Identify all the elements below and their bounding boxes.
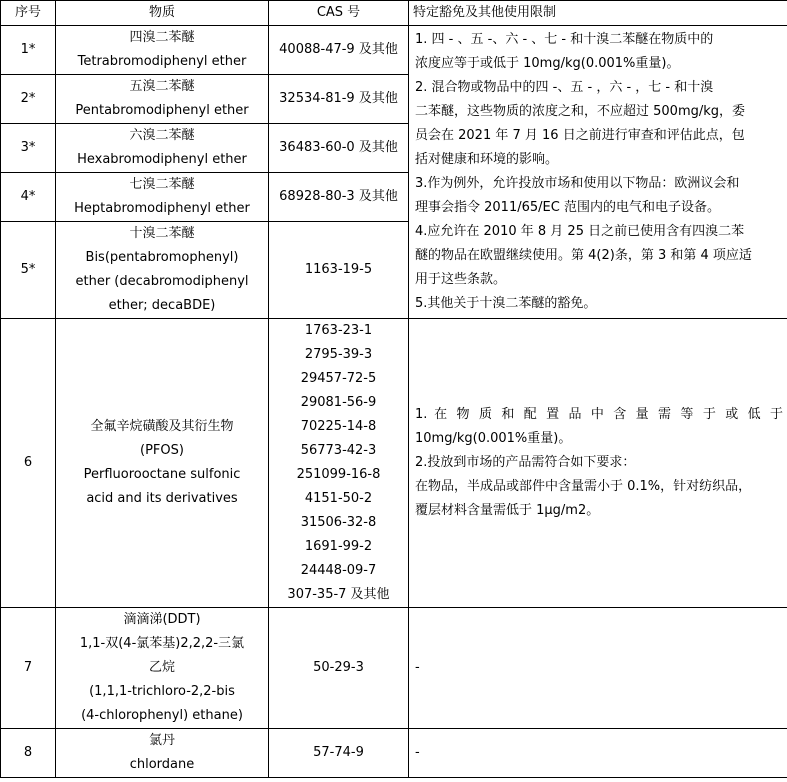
substance-cell bbox=[56, 173, 269, 222]
restrictions-cell bbox=[409, 319, 787, 608]
restriction-line: 2.投放到市场的产品需符合如下要求： bbox=[415, 455, 636, 470]
substance-name-cn: 十溴二苯醚 bbox=[129, 226, 195, 241]
restriction-line: 10mg/kg(0.001%重量)。 bbox=[415, 431, 572, 446]
substance-name-en: Tetrabromodiphenyl ether bbox=[77, 54, 247, 69]
row-no: 4* bbox=[1, 173, 56, 222]
cas-list bbox=[269, 319, 409, 608]
row-no: 7 bbox=[1, 608, 56, 729]
substance-name-en: (1,1,1-trichloro-2,2-bis bbox=[89, 684, 235, 699]
cas-number: 29457-72-5 bbox=[300, 371, 377, 386]
header-cas: CAS 号 bbox=[269, 1, 409, 26]
cas-number: 2795-39-3 bbox=[304, 347, 373, 362]
cas-number: 50-29-3 bbox=[269, 608, 409, 729]
cas-number: 36483-60-0 及其他 bbox=[269, 124, 409, 173]
restriction-line: 覆层材料含量需低于 1μg/m2。 bbox=[415, 503, 600, 518]
restriction-line: 员会在 2021 年 7 月 16 日之前进行审查和评估此点，包 bbox=[415, 128, 745, 143]
restrictions-cell: - bbox=[409, 608, 787, 729]
substance-name-abbr: (PFOS) bbox=[140, 443, 184, 458]
substance-name-cn: 滴滴涕(DDT) bbox=[123, 612, 201, 627]
substance-name-en: ether; decaBDE) bbox=[108, 298, 216, 313]
restrictions-cell bbox=[409, 26, 787, 319]
table-row bbox=[1, 319, 787, 608]
restriction-line: 浓度应等于或低于 10mg/kg(0.001%重量)。 bbox=[415, 56, 680, 71]
substance-name-en: acid and its derivatives bbox=[86, 491, 238, 506]
restriction-line: 3.作为例外，允许投放市场和使用以下物品：欧洲议会和 bbox=[415, 176, 740, 191]
cas-number: 70225-14-8 bbox=[300, 419, 377, 434]
substance-name-en: Bis(pentabromophenyl) bbox=[85, 250, 239, 265]
substance-name-cn: 七溴二苯醚 bbox=[129, 177, 195, 192]
cas-number: 307-35-7 及其他 bbox=[287, 587, 390, 602]
substance-name-cn: 1,1-双(4-氯苯基)2,2,2-三氯 bbox=[79, 636, 245, 651]
substance-cell bbox=[56, 319, 269, 608]
cas-number: 29081-56-9 bbox=[300, 395, 377, 410]
substance-cell bbox=[56, 75, 269, 124]
cas-number: 1691-99-2 bbox=[304, 539, 373, 554]
cas-number: 56773-42-3 bbox=[300, 443, 377, 458]
restriction-line: 5.其他关于十溴二苯醚的豁免。 bbox=[415, 296, 597, 311]
substance-name-en: ether (decabromodiphenyl bbox=[75, 274, 249, 289]
substance-name-cn: 六溴二苯醚 bbox=[129, 128, 195, 143]
cas-number: 24448-09-7 bbox=[300, 563, 377, 578]
row-no: 2* bbox=[1, 75, 56, 124]
row-no: 8 bbox=[1, 729, 56, 778]
restriction-line: 4.应允许在 2010 年 8 月 25 日之前已使用含有四溴二苯 bbox=[415, 224, 745, 239]
restriction-line: 用于这些条款。 bbox=[415, 272, 507, 287]
table-row bbox=[1, 26, 787, 75]
substance-cell bbox=[56, 26, 269, 75]
restrictions-cell: - bbox=[409, 729, 787, 778]
restriction-line: 二苯醚，这些物质的浓度之和，不应超过 500mg/kg，委 bbox=[415, 104, 746, 119]
substance-name-en: Heptabromodiphenyl ether bbox=[74, 201, 250, 216]
substance-name-en: Pentabromodiphenyl ether bbox=[75, 103, 249, 118]
row-no: 5* bbox=[1, 222, 56, 319]
row-no: 3* bbox=[1, 124, 56, 173]
substance-cell bbox=[56, 222, 269, 319]
table-row bbox=[1, 608, 787, 729]
substance-cell bbox=[56, 608, 269, 729]
restriction-line: 在物品，半成品或部件中含量需小于 0.1%，针对纺织品， bbox=[415, 479, 752, 494]
header-row bbox=[1, 1, 787, 26]
header-restrictions: 特定豁免及其他使用限制 bbox=[409, 1, 787, 26]
restriction-line: 理事会指令 2011/65/EC 范围内的电气和电子设备。 bbox=[415, 200, 720, 215]
cas-number: 32534-81-9 及其他 bbox=[269, 75, 409, 124]
header-substance: 物质 bbox=[56, 1, 269, 26]
table-row bbox=[1, 729, 787, 778]
substance-name-cn: 全氟辛烷磺酸及其衍生物 bbox=[90, 419, 234, 434]
substance-name-en: Hexabromodiphenyl ether bbox=[77, 152, 247, 167]
substance-name-en: Perfluorooctane sulfonic bbox=[83, 467, 241, 482]
cas-number: 1763-23-1 bbox=[304, 323, 373, 338]
substance-name-cn: 四溴二苯醚 bbox=[129, 30, 195, 45]
row-no: 1* bbox=[1, 26, 56, 75]
cas-number: 1163-19-5 bbox=[269, 222, 409, 319]
header-no: 序号 bbox=[1, 1, 56, 26]
restriction-line: 1. 四 - 、五 -、六 - 、七 - 和十溴二苯醚在物质中的 bbox=[415, 32, 714, 47]
substance-name-en: (4-chlorophenyl) ethane) bbox=[81, 708, 243, 723]
substance-cell bbox=[56, 124, 269, 173]
substance-name-cn: 氯丹 bbox=[148, 733, 175, 748]
substance-name-en: chlordane bbox=[129, 757, 195, 772]
cas-number: 57-74-9 bbox=[269, 729, 409, 778]
restriction-line: 1. 在 物 质 和 配 置 品 中 含 量 需 等 于 或 低 于 bbox=[415, 407, 783, 422]
substance-name-cn: 乙烷 bbox=[148, 660, 175, 675]
restriction-line: 2. 混合物或物品中的四 -、五 - ，六 - ，七 - 和十溴 bbox=[415, 80, 714, 95]
cas-number: 31506-32-8 bbox=[300, 515, 377, 530]
restriction-line: 醚的物品在欧盟继续使用。第 4(2)条，第 3 和第 4 项应适 bbox=[415, 248, 752, 263]
row-no: 6 bbox=[1, 319, 56, 608]
cas-number: 4151-50-2 bbox=[304, 491, 373, 506]
substance-name-cn: 五溴二苯醚 bbox=[129, 79, 195, 94]
cas-number: 251099-16-8 bbox=[296, 467, 381, 482]
restriction-line: 括对健康和环境的影响。 bbox=[415, 152, 559, 167]
substance-cell bbox=[56, 729, 269, 778]
cas-number: 68928-80-3 及其他 bbox=[269, 173, 409, 222]
cas-number: 40088-47-9 及其他 bbox=[269, 26, 409, 75]
